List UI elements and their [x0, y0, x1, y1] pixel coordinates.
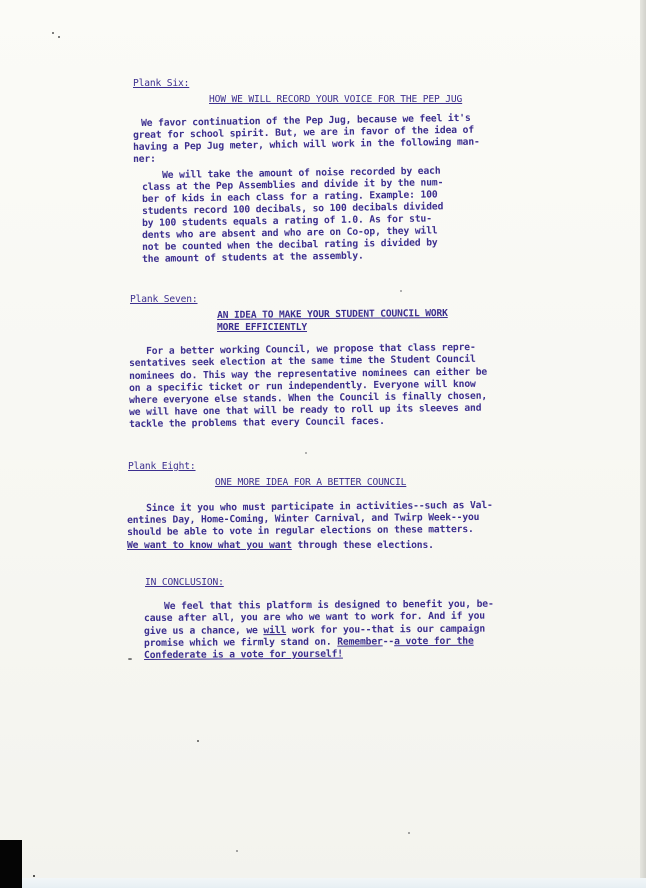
plank-six-para1-line: ner:	[133, 153, 156, 165]
plank-seven-para-line: on a specific ticket or run independently. Everyone will know	[129, 378, 476, 394]
plank-six-para2-line: not be counted when the decibal rating is divided by	[142, 237, 438, 253]
plank-six-para1-line: having a Pep Jug meter, which will work in the following man-	[133, 136, 480, 153]
plank-six-para1-line: We favor continuation of the Pep Jug, because we feel it's	[141, 112, 471, 129]
plank-seven-label: Plank Seven:	[130, 294, 198, 305]
plank-eight-last-line	[127, 540, 434, 552]
scan-speck	[52, 32, 54, 34]
plank-eight-title: ONE MORE IDEA FOR A BETTER COUNCIL	[215, 477, 407, 488]
scan-speck	[197, 740, 199, 742]
conclusion-slogan-line: Confederate is a vote for yourself!	[144, 648, 343, 661]
conclusion-line: cause after all, you are who we want to work for. And if you	[144, 610, 486, 624]
plank-eight-emphasis: We want to know what you want	[127, 540, 292, 551]
scan-speck	[128, 658, 132, 660]
conclusion-text: give us a chance, we	[144, 625, 264, 637]
plank-six-title: HOW WE WILL RECORD YOUR VOICE FOR THE PEP JUG	[209, 94, 463, 105]
conclusion-text: promise which we firmly stand on.	[144, 636, 338, 649]
page-edge	[640, 0, 646, 888]
plank-eight-label: Plank Eight:	[128, 461, 196, 472]
conclusion-emphasis-will: will	[263, 625, 287, 637]
plank-seven-para-line: tackle the problems that every Council faces.	[129, 415, 385, 430]
plank-seven-para-line: For a better working Council, we propose that class repre-	[146, 341, 476, 357]
conclusion-text: --	[382, 636, 395, 648]
plank-seven-title-line1: AN IDEA TO MAKE YOUR STUDENT COUNCIL WORK	[217, 307, 448, 321]
conclusion-label: IN CONCLUSION:	[145, 577, 224, 588]
plank-seven-para-line: where everyone else stands. When the Council is finally chosen,	[129, 390, 488, 406]
plank-six-para2-line: by 100 students equals a rating of 1.0. As for stu-	[142, 213, 432, 229]
conclusion-line-4	[144, 636, 474, 650]
scan-speck	[305, 452, 307, 454]
plank-six-label: Plank Six:	[133, 78, 190, 89]
scan-corner	[0, 840, 22, 888]
plank-six-para2-line: We will take the amount of noise recorded by each	[162, 165, 441, 181]
plank-six-para2-line: class at the Pep Assemblies and divide it by the num-	[142, 177, 444, 193]
plank-seven-title-line2: MORE EFFICIENTLY	[217, 322, 308, 333]
conclusion-slogan: a vote for the	[394, 635, 474, 648]
conclusion-line: We feel that this platform is designed to benefit you, be-	[164, 598, 494, 612]
scan-speck	[408, 832, 410, 834]
plank-seven-para-line: we will have one that will be ready to roll up its sleeves and	[129, 402, 482, 418]
scan-speck	[400, 290, 402, 292]
plank-eight-para-line: should be able to vote in regular elections on these matters.	[127, 523, 474, 538]
plank-six-para2-line: ber of kids in each class for a rating. Example: 100	[142, 189, 438, 205]
plank-six-para2-line: students record 100 decibals, so 100 decibals divided	[142, 201, 444, 217]
conclusion-remember: Remember	[337, 636, 383, 648]
conclusion-text: work for you--that is our campaign	[286, 623, 486, 637]
plank-six-para1-line: great for school spirit. But, we are in favor of the idea of	[133, 124, 475, 141]
scan-speck	[236, 850, 238, 852]
scan-speck	[58, 36, 60, 38]
plank-eight-para-line: Since it you who must participate in activities--such as Val-	[146, 499, 493, 514]
plank-six-para2-line: dents who are absent and who are on Co-op, they will	[142, 225, 438, 241]
plank-seven-para-line: sentatives seek election at the same time the Student Council	[129, 353, 476, 369]
plank-eight-last-rest: through these elections.	[291, 540, 434, 551]
scan-speck	[33, 875, 35, 877]
plank-six-para2-line: the amount of students at the assembly.	[142, 250, 364, 265]
plank-eight-para-line: entines Day, Home-Coming, Winter Carnival, and Twirp Week--you	[127, 511, 480, 526]
scan-bottom-band	[22, 878, 646, 888]
plank-seven-para-line: nominees do. This way the representative nominees can either be	[129, 366, 488, 382]
